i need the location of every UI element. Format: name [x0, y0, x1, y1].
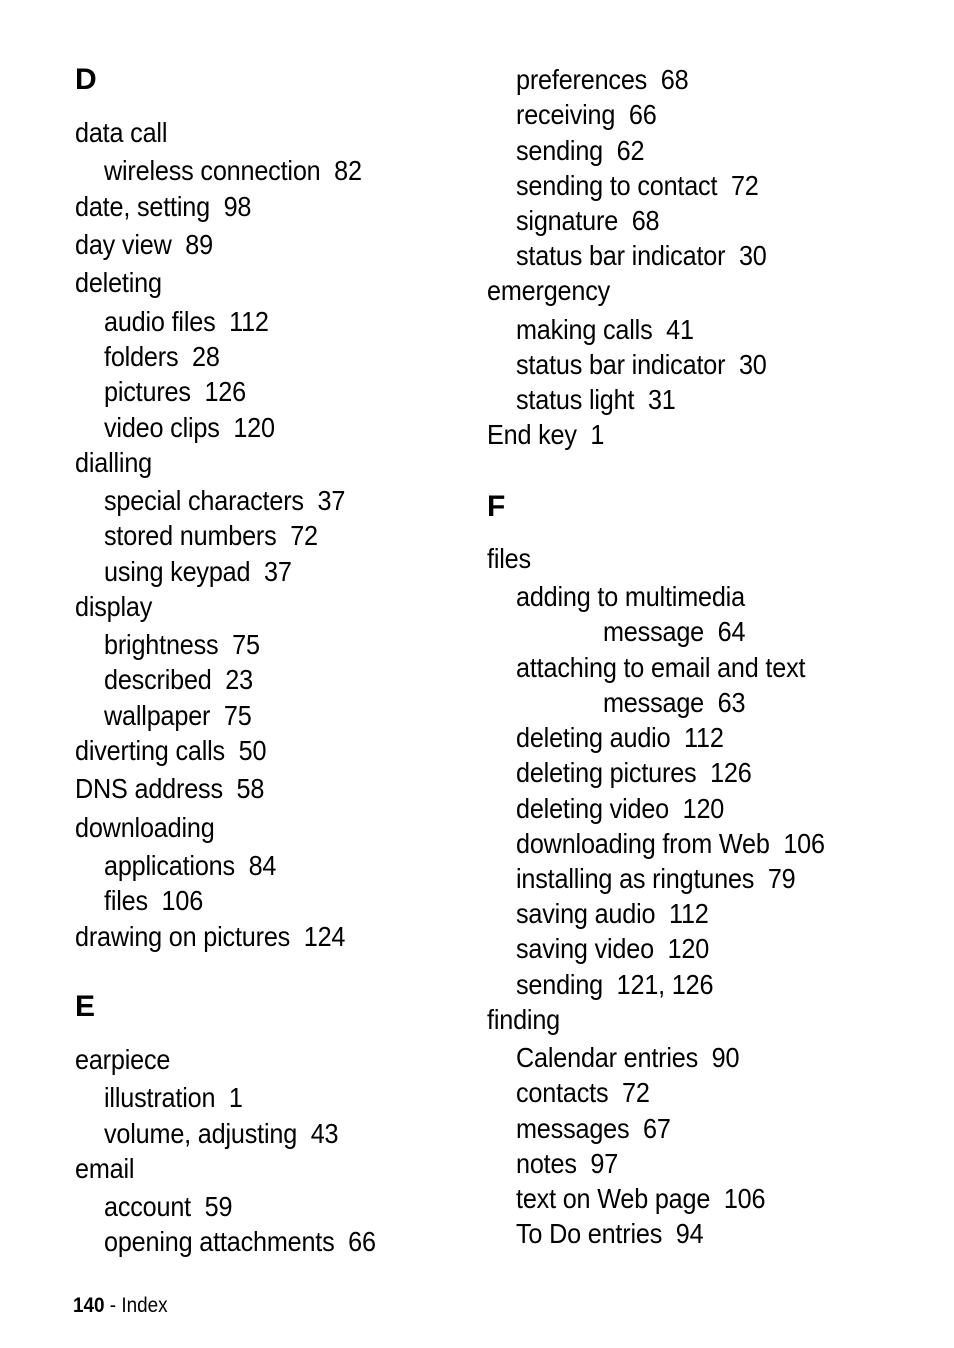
index-subentry: wallpaper 75 [104, 700, 252, 731]
index-entry: dialling [75, 447, 153, 478]
index-subentry: adding to multimedia [516, 581, 745, 612]
index-entry: display [75, 591, 153, 622]
page-footer [73, 1293, 168, 1319]
index-entry: day view 89 [75, 229, 213, 260]
index-subentry: attaching to email and text [516, 652, 806, 683]
footer-section: Index [121, 1294, 168, 1317]
index-subentry-continuation: message 63 [603, 687, 746, 718]
index-entry: date, setting 98 [75, 191, 252, 222]
section-letter-f: F [487, 490, 506, 523]
index-entry: diverting calls 50 [75, 735, 267, 766]
index-entry: End key 1 [487, 419, 605, 450]
index-entry: deleting [75, 267, 162, 298]
index-subentry: stored numbers 72 [104, 520, 318, 551]
index-subentry: notes 97 [516, 1148, 619, 1179]
index-subentry: messages 67 [516, 1113, 671, 1144]
index-subentry: wireless connection 82 [104, 155, 362, 186]
index-entry: downloading [75, 812, 215, 843]
index-subentry: applications 84 [104, 850, 277, 881]
index-subentry: saving video 120 [516, 933, 710, 964]
index-subentry: sending 62 [516, 135, 645, 166]
index-subentry: receiving 66 [516, 99, 657, 130]
index-subentry: preferences 68 [516, 64, 689, 95]
index-subentry: volume, adjusting 43 [104, 1118, 339, 1149]
index-subentry: signature 68 [516, 205, 660, 236]
index-entry: emergency [487, 275, 611, 306]
section-letter-d: D [75, 63, 97, 96]
index-subentry: brightness 75 [104, 629, 260, 660]
index-subentry: deleting pictures 126 [516, 757, 752, 788]
index-subentry: video clips 120 [104, 412, 275, 443]
index-subentry: status light 31 [516, 384, 676, 415]
index-subentry: illustration 1 [104, 1082, 243, 1113]
index-column-right [487, 0, 907, 1348]
index-subentry: special characters 37 [104, 485, 346, 516]
index-column-left [75, 0, 495, 1348]
index-entry: drawing on pictures 124 [75, 921, 346, 952]
index-entry: finding [487, 1004, 561, 1035]
index-subentry: described 23 [104, 664, 253, 695]
index-subentry: sending to contact 72 [516, 170, 759, 201]
index-subentry-continuation: message 64 [603, 616, 746, 647]
index-subentry: deleting audio 112 [516, 722, 724, 753]
index-subentry: account 59 [104, 1191, 233, 1222]
index-subentry: using keypad 37 [104, 556, 292, 587]
section-letter-e: E [75, 990, 95, 1023]
index-subentry: files 106 [104, 885, 204, 916]
index-subentry: making calls 41 [516, 314, 694, 345]
index-subentry: folders 28 [104, 341, 220, 372]
page-number: 140 [73, 1294, 105, 1317]
index-subentry: audio files 112 [104, 306, 269, 337]
index-subentry: contacts 72 [516, 1077, 650, 1108]
index-subentry: opening attachments 66 [104, 1226, 376, 1257]
index-subentry: saving audio 112 [516, 898, 709, 929]
footer-separator: - [104, 1294, 122, 1317]
index-subentry: installing as ringtunes 79 [516, 863, 796, 894]
index-entry: earpiece [75, 1044, 171, 1075]
index-subentry: status bar indicator 30 [516, 349, 767, 380]
index-subentry: pictures 126 [104, 376, 246, 407]
index-entry: files [487, 543, 531, 574]
index-subentry: Calendar entries 90 [516, 1042, 740, 1073]
index-subentry: text on Web page 106 [516, 1183, 766, 1214]
index-subentry: status bar indicator 30 [516, 240, 767, 271]
index-subentry: sending 121, 126 [516, 969, 714, 1000]
index-entry: DNS address 58 [75, 773, 265, 804]
index-subentry: To Do entries 94 [516, 1218, 704, 1249]
index-subentry: deleting video 120 [516, 793, 725, 824]
index-entry: email [75, 1153, 135, 1184]
index-entry: data call [75, 117, 168, 148]
index-subentry: downloading from Web 106 [516, 828, 825, 859]
